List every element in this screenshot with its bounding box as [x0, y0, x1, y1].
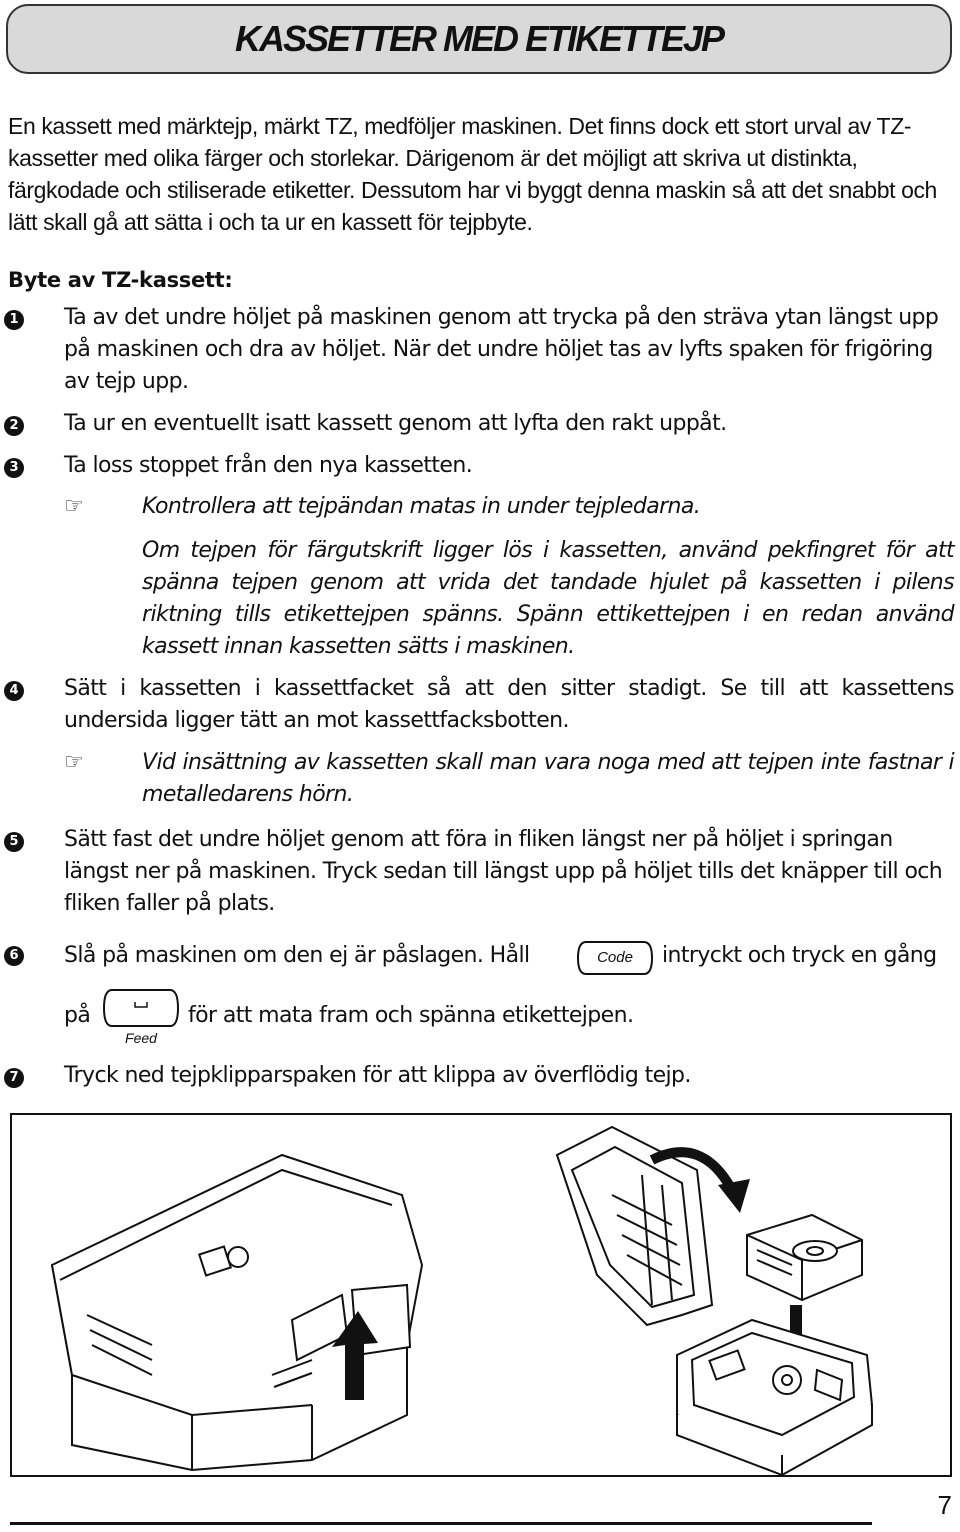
step-text: Slå på maskinen om den ej är påslagen. Håll — [64, 943, 530, 968]
code-key-label: Code — [597, 949, 633, 966]
printer-base-right — [677, 1320, 872, 1475]
step-text: Sätt fast det undre höljet genom att föra in fliken längst ner på höljet i springan längst ner på maskinen. Tryck sedan till längst upp på höljet tills det knäpper till och fliken faller på plats. — [64, 827, 943, 916]
step-number: 7 — [4, 1068, 24, 1088]
label-printer-drawing — [12, 1115, 950, 1475]
title-banner — [6, 4, 952, 74]
pointing-hand-icon: ☞ — [64, 494, 84, 519]
intro-paragraph: En kassett med märktejp, märkt TZ, medföljer maskinen. Det finns dock ett stort urval av TZ-kassetter med olika färger och storlekar. Därigenom är det möjligt att skriva ut distinkta, färgkodade och stiliserade etiketter. Dessutom har vi byggt denna maskin så att det snabbt och lätt skall gå att sätta i och ta ur en kassett för tejpbyte. — [8, 113, 937, 235]
step-number: 2 — [4, 416, 24, 436]
feed-key-label: Feed — [125, 1030, 157, 1046]
note-text: Vid insättning av kassetten skall man vara noga med att tejpen inte fastnar i metalledarens hörn. — [142, 750, 954, 807]
step-text: på — [64, 1003, 91, 1028]
bottom-rule — [10, 1522, 872, 1525]
step-text: Ta ur en eventuellt isatt kassett genom att lyfta den rakt uppåt. — [64, 411, 727, 436]
pointing-hand-icon: ☞ — [64, 750, 84, 775]
step-number: 6 — [4, 946, 24, 966]
step-number: 1 — [4, 310, 24, 330]
page-number: 7 — [937, 1490, 952, 1520]
step-text: intryckt och tryck en gång — [662, 943, 937, 968]
step-text: Sätt i kassetten i kassettfacket så att den sitter stadigt. Se till att kassettens undersida ligger tätt an mot kassettfacksbotten. — [64, 676, 954, 733]
cassette-illustration — [10, 1113, 952, 1477]
note-text: Om tejpen för färgutskrift ligger lös i kassetten, använd pekfingret för att spänna tejpen genom att vrida det tandade hjulet på kassetten i pilens riktning tills etikettejpen spänns. Spänn ettikettejpen i en redan använd kassett innan kassetten sätts i maskinen. — [142, 538, 954, 659]
page-title: KASSETTER MED ETIKETTEJP — [234, 18, 724, 59]
step-number: 4 — [4, 681, 24, 701]
note-text: Kontrollera att tejpändan matas in under tejpledarna. — [142, 494, 701, 519]
step-text: Ta loss stoppet från den nya kassetten. — [64, 453, 473, 478]
tape-cassette — [747, 1215, 862, 1300]
section-heading: Byte av TZ-kassett: — [8, 268, 233, 292]
step-text: Ta av det undre höljet på maskinen genom att trycka på den sträva ytan längst upp på maskinen och dra av höljet. När det undre höljet tas av lyfts spaken för frigöring av tejp upp. — [64, 305, 939, 394]
step-text: Tryck ned tejpklipparspaken för att klippa av överflödig tejp. — [64, 1063, 691, 1088]
feed-key-icon — [102, 988, 180, 1028]
step-number: 3 — [4, 458, 24, 478]
step-text: för att mata fram och spänna etikettejpen. — [188, 1003, 634, 1028]
step-number: 5 — [4, 832, 24, 852]
printer-body-left — [52, 1155, 422, 1470]
